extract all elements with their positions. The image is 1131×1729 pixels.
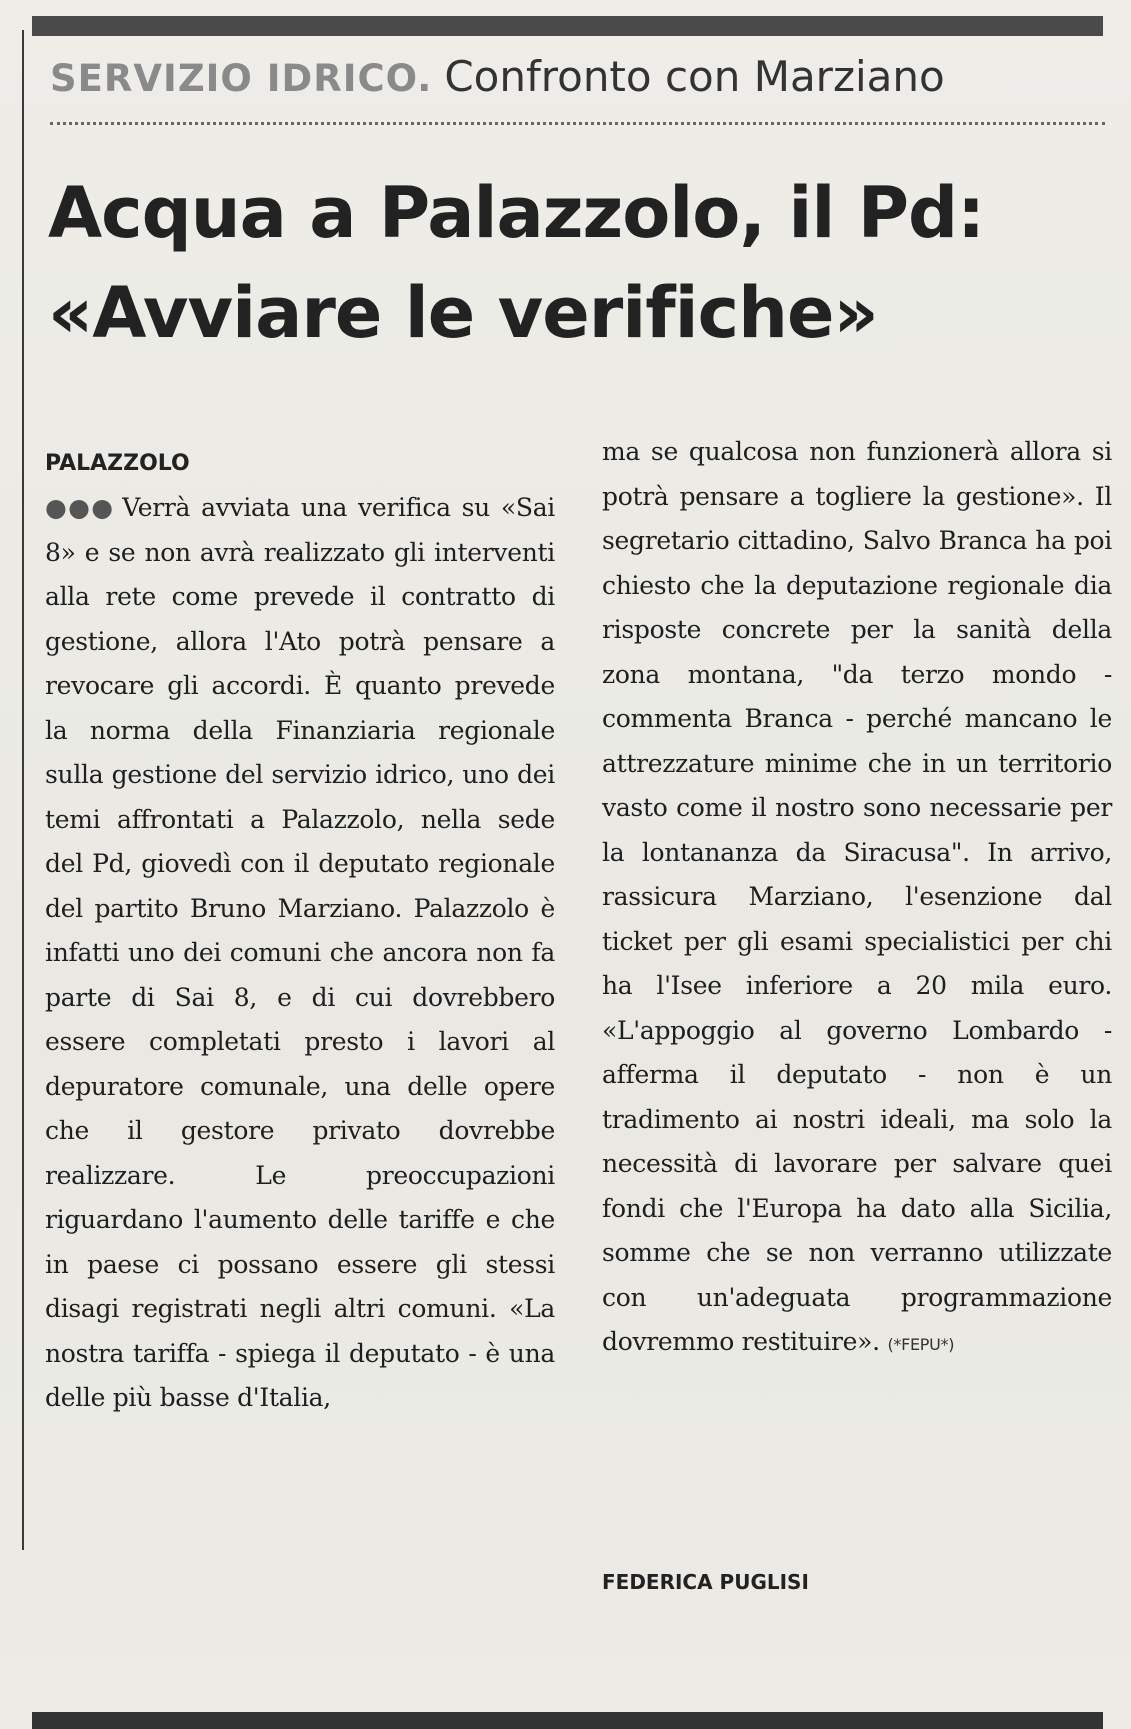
dotted-divider: [50, 122, 1105, 125]
article-column-left: [45, 442, 555, 1421]
left-margin-rule: [22, 30, 24, 1550]
top-rule: [32, 16, 1103, 36]
lead-bullets-icon: ●●●: [45, 493, 115, 522]
kicker: [50, 52, 945, 101]
headline-line-2: «Avviare le verifiche»: [48, 272, 878, 354]
left-column-text: Verrà avviata una verifica su «Sai 8» e se non avrà realizzato gli interventi alla rete come prevede il contratto di gestione, allora l'Ato potrà pensare a revocare gli accordi. È quanto prevede la norma della Finanziaria regionale sulla gestione del servizio idrico, uno dei temi affrontati a Palazzolo, nella sede del Pd, giovedì con il deputato regionale del partito Bruno Marziano. Palazzolo è infatti uno dei comuni che ancora non fa parte di Sai 8, e di cui dovrebbero essere completati presto i lavori al depuratore comunale, una delle opere che il gestore privato dovrebbe realizzare. Le preoccupazioni riguardano l'aumento delle tariffe e che in paese ci possano essere gli stessi disagi registrati negli altri comuni. «La nostra tariffa - spiega il deputato - è una delle più basse d'Italia,: [45, 493, 555, 1412]
headline-line-1: Acqua a Palazzolo, il Pd:: [48, 172, 985, 254]
byline: FEDERICA PUGLISI: [602, 1570, 809, 1594]
author-tag: (*FEPU*): [887, 1335, 955, 1354]
kicker-section: SERVIZIO IDRICO.: [50, 57, 433, 100]
dateline: PALAZZOLO: [45, 451, 190, 476]
article-column-right: [602, 430, 1112, 1368]
kicker-topic: Confronto con Marziano: [444, 52, 945, 101]
right-column-text: ma se qualcosa non funzionerà allora si potrà pensare a togliere la gestione». Il segretario cittadino, Salvo Branca ha poi chiesto che la deputazione regionale dia risposte concrete per la sanità della zona montana, "da terzo mondo - commenta Branca - perché mancano le attrezzature minime che in un territorio vasto come il nostro sono necessarie per la lontananza da Siracusa". In arrivo, rassicura Marziano, l'esenzione dal ticket per gli esami specialistici per chi ha l'Isee inferiore a 20 mila euro. «L'appoggio al governo Lombardo - afferma il deputato - non è un tradimento ai nostri ideali, ma solo la necessità di lavorare per salvare quei fondi che l'Europa ha dato alla Sicilia, somme che se non verranno utilizzate con un'adeguata programmazione dovremmo restituire».: [602, 437, 1112, 1356]
bottom-rule: [32, 1712, 1103, 1729]
headline: [48, 163, 1108, 363]
